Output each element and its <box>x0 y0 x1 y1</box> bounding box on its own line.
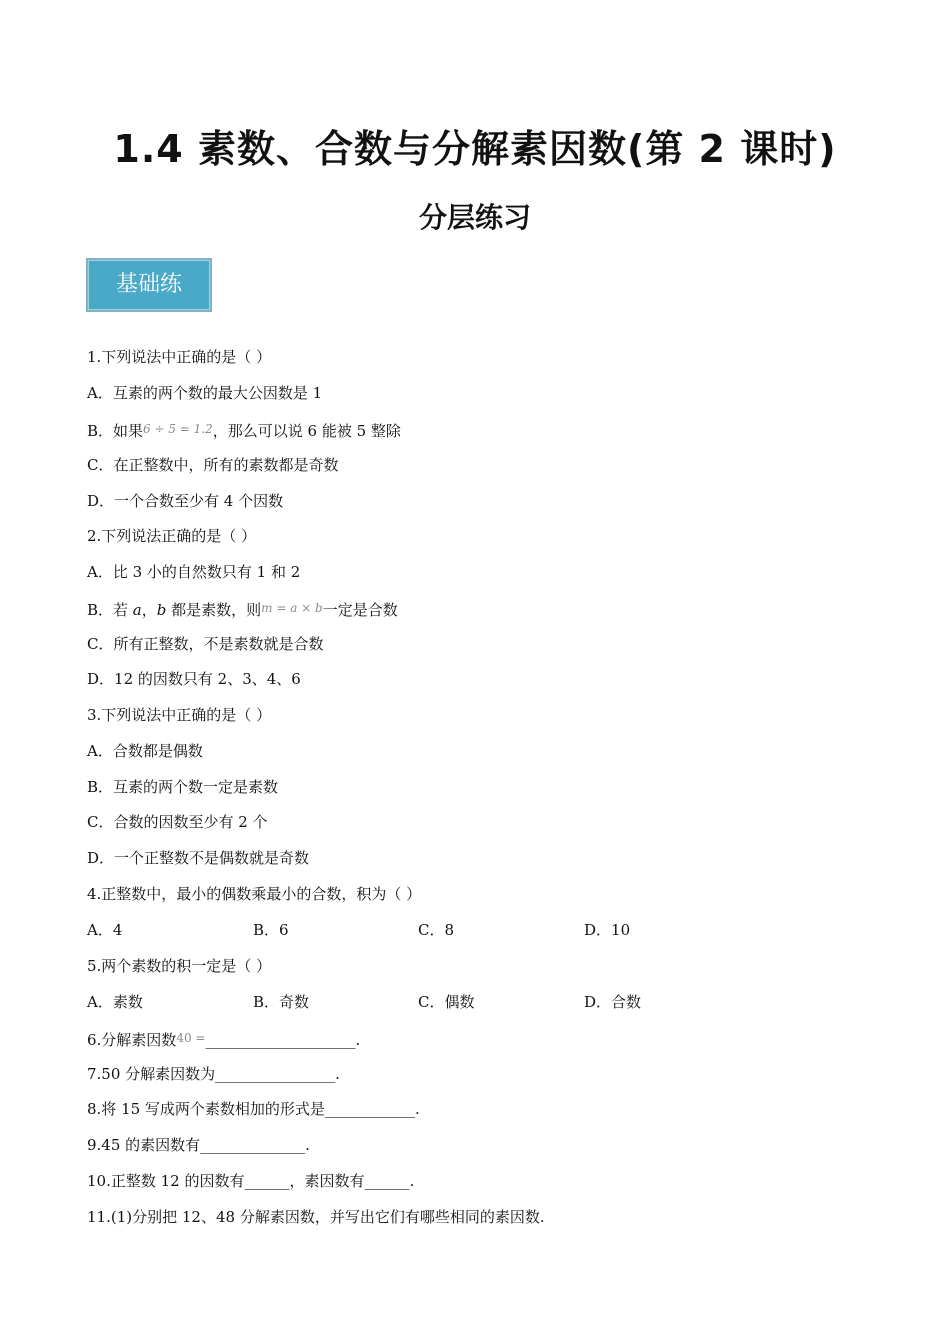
page-title: 1.4 素数、合数与分解素因数(第 2 课时) <box>113 127 837 171</box>
q9-blank: ______________ <box>200 1136 306 1154</box>
q6-suffix: . <box>355 1031 361 1049</box>
q8 <box>87 1099 420 1119</box>
q2-option-c: C．所有正整数，不是素数就是合数 <box>87 635 324 653</box>
q10-prefix: 10.正整数 12 的因数有 <box>87 1172 245 1190</box>
q1-option-b <box>87 419 401 441</box>
q10 <box>87 1171 414 1191</box>
q11-stem: 11.(1)分别把 12、48 分解素因数，并写出它们有哪些相同的素因数. <box>87 1208 545 1226</box>
q3-stem: 3.下列说法中正确的是（ ） <box>87 706 272 724</box>
q4-option-c: C．8 <box>418 921 455 939</box>
q2-var-b: b <box>156 601 167 619</box>
q2-option-d: D．12 的因数只有 2、3、4、6 <box>87 670 301 688</box>
q7-suffix: . <box>335 1065 340 1083</box>
q2-option-a: A．比 3 小的自然数只有 1 和 2 <box>87 563 301 581</box>
q2-var-a: a <box>132 601 142 619</box>
q5-option-a: A．素数 <box>87 993 143 1011</box>
q8-suffix: . <box>414 1100 420 1118</box>
q1-option-a: A．互素的两个数的最大公因数是 1 <box>87 384 323 402</box>
q1-option-b-prefix: B．如果 <box>87 422 144 440</box>
q3-option-a: A．合数都是偶数 <box>87 742 203 760</box>
q1-stem: 1.下列说法中正确的是（ ） <box>87 348 272 366</box>
q3-option-b: B．互素的两个数一定是素数 <box>87 778 279 796</box>
q2-option-b-sep: ， <box>141 601 157 619</box>
q3-option-d: D．一个正整数不是偶数就是奇数 <box>87 849 310 867</box>
q3-option-c: C．合数的因数至少有 2 个 <box>87 813 268 831</box>
q5-stem: 5.两个素数的积一定是（ ） <box>87 957 272 975</box>
q2-stem: 2.下列说法正确的是（ ） <box>87 527 257 545</box>
q4-stem: 4.正整数中，最小的偶数乘最小的合数，积为（ ） <box>87 885 422 903</box>
q6-prefix: 6.分解素因数 <box>87 1031 177 1049</box>
q1-option-b-suffix: ，那么可以说 6 能被 5 整除 <box>212 422 401 440</box>
q2-option-b <box>87 598 398 620</box>
q9 <box>87 1135 310 1155</box>
q2-option-b-suffix: 一定是合数 <box>322 601 398 619</box>
q10-middle: ，素因数有 <box>289 1172 365 1190</box>
q5-option-b: B．奇数 <box>253 993 310 1011</box>
q1-option-b-formula: 6 ÷ 5 = 1.2 <box>143 422 213 436</box>
q4-option-d: D．10 <box>584 921 631 939</box>
q7 <box>87 1064 340 1084</box>
q9-suffix: . <box>305 1136 310 1154</box>
q10-blank-1: ______ <box>244 1172 290 1190</box>
q6-blank: ____________________ <box>205 1031 356 1049</box>
q7-blank: ________________ <box>215 1065 336 1083</box>
q4-option-a: A．4 <box>87 921 123 939</box>
q2-option-b-formula: m = a × b <box>261 601 323 615</box>
q6 <box>87 1028 360 1050</box>
q5-option-c: C．偶数 <box>418 993 475 1011</box>
q6-formula: 40 = <box>176 1031 206 1045</box>
q1-option-d: D．一个合数至少有 4 个因数 <box>87 492 284 510</box>
q4-option-b: B．6 <box>253 921 289 939</box>
q10-suffix: . <box>409 1172 415 1190</box>
q2-option-b-mid: 都是素数，则 <box>166 601 262 619</box>
q9-prefix: 9.45 的素因数有 <box>87 1136 201 1154</box>
q7-prefix: 7.50 分解素因数为 <box>87 1065 216 1083</box>
q8-prefix: 8.将 15 写成两个素数相加的形式是 <box>87 1100 325 1118</box>
q2-option-b-prefix: B．若 <box>87 601 133 619</box>
section-badge-basic: 基础练 <box>86 258 212 312</box>
page-subtitle: 分层练习 <box>418 201 531 234</box>
q1-option-c: C．在正整数中，所有的素数都是奇数 <box>87 456 339 474</box>
q8-blank: ____________ <box>324 1100 415 1118</box>
q5-option-d: D．合数 <box>584 993 642 1011</box>
q10-blank-2: ______ <box>364 1172 410 1190</box>
